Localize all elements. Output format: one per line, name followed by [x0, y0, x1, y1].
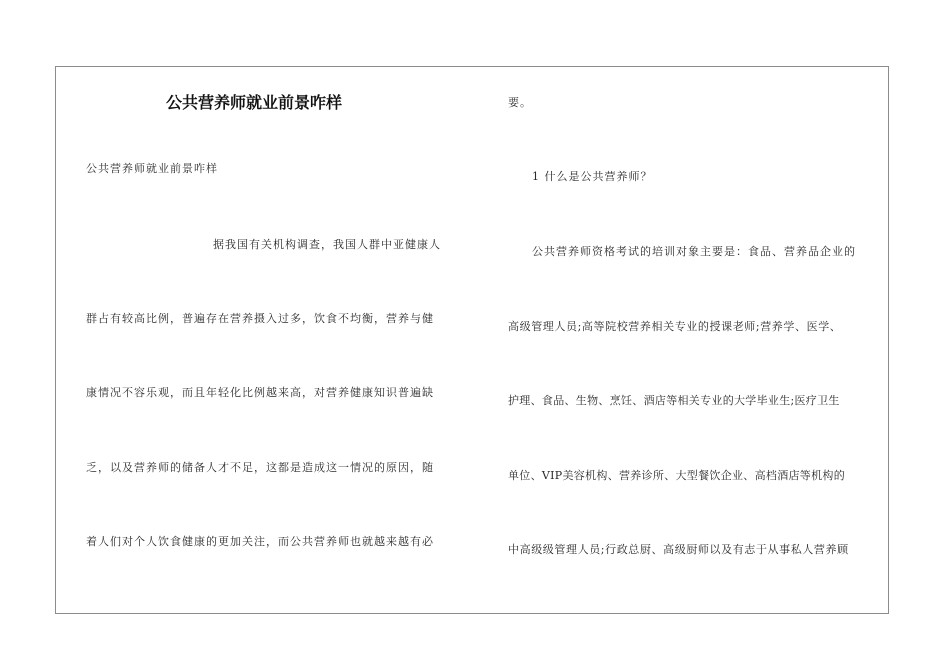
left-paragraph-line: 着人们对个人饮食健康的更加关注，而公共营养师也就越来越有必	[86, 535, 434, 548]
left-paragraph-line: 康情况不容乐观，而且年轻化比例越来高，对营养健康知识普遍缺	[86, 386, 434, 399]
left-paragraph-line: 据我国有关机构调查，我国人群中亚健康人	[213, 238, 441, 251]
right-paragraph-line: 公共营养师资格考试的培训对象主要是：食品、营养品企业的	[532, 245, 856, 258]
document-title: 公共营养师就业前景咋样	[166, 93, 343, 112]
left-subtitle: 公共营养师就业前景咋样	[86, 162, 218, 175]
right-continuation: 要。	[508, 96, 532, 109]
page-border	[55, 66, 889, 614]
left-paragraph-line: 乏，以及营养师的储备人才不足，这都是造成这一情况的原因，随	[86, 461, 434, 474]
right-paragraph-line: 中高级级管理人员;行政总厨、高级厨师以及有志于从事私人营养顾	[508, 543, 849, 556]
right-paragraph-line: 护理、食品、生物、烹饪、酒店等相关专业的大学毕业生;医疗卫生	[508, 394, 840, 407]
right-paragraph-line: 高级管理人员;高等院校营养相关专业的授课老师;营养学、医学、	[508, 320, 842, 333]
left-paragraph-line: 群占有较高比例，普遍存在营养摄入过多，饮食不均衡，营养与健	[86, 312, 434, 325]
right-paragraph-line: 单位、VIP美容机构、营养诊所、大型餐饮企业、高档酒店等机构的	[508, 469, 845, 482]
right-section-heading: 1 什么是公共营养师？	[532, 170, 653, 183]
